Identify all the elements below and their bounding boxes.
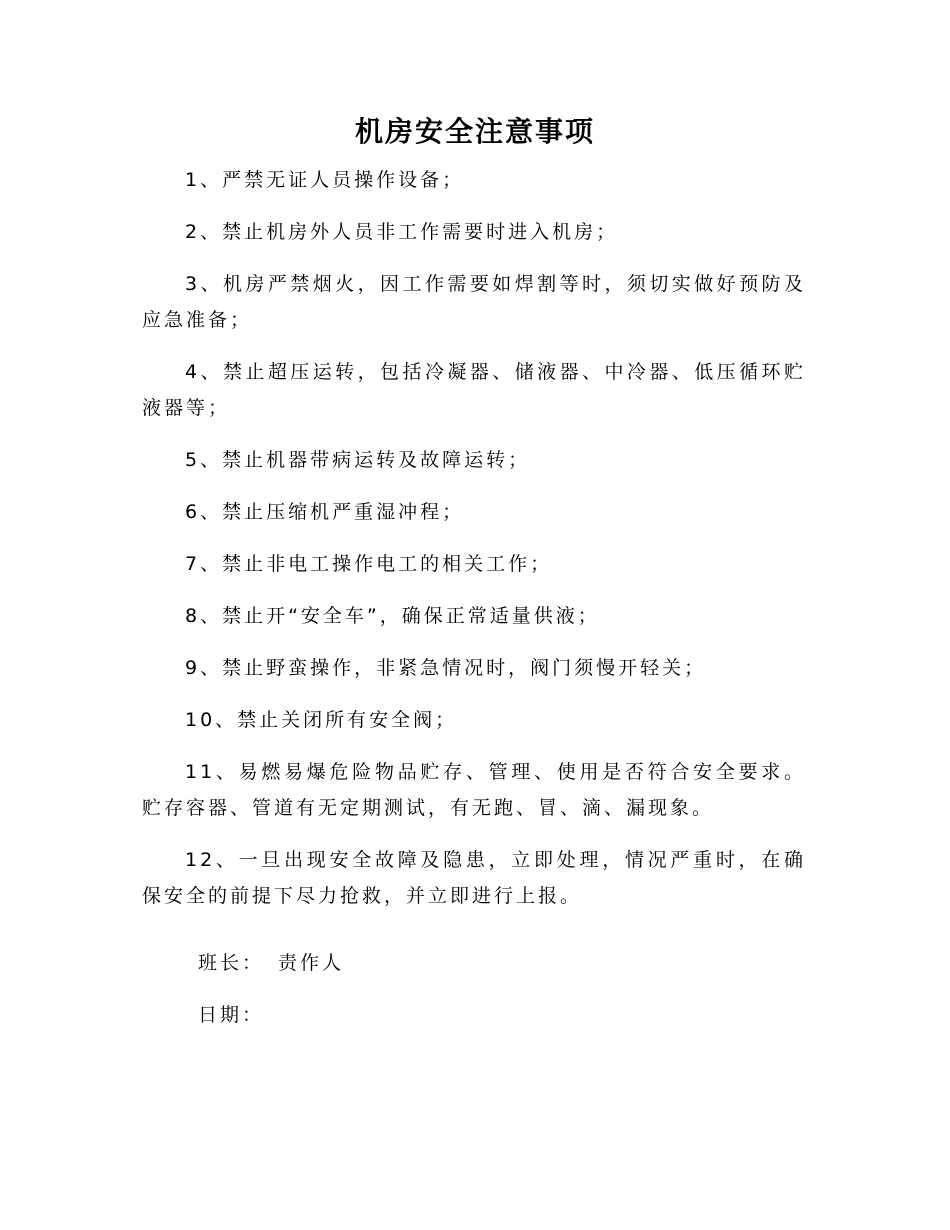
date-line [198,997,698,1033]
rule-item-1: 1、严禁无证人员操作设备； [185,169,465,191]
rule-item-9: 9、禁止野蛮操作，非紧急情况时，阀门须慢开轻关； [185,657,707,679]
rule-item-11: 11、易燃易爆危险物品贮存、管理、使用是否符合安全要求。贮存容器、管道有无定期测试，有无跑、冒、滴、漏现象。 [142,761,806,819]
rule-item-3: 3、机房严禁烟火，因工作需要如焊割等时，须切实做好预防及应急准备； [142,273,806,331]
rule-item-8: 8、禁止开“安全车”，确保正常适量供液； [185,605,600,627]
monitor-label: 班长： [198,952,265,974]
signature-line [198,945,698,981]
rule-item-5: 5、禁止机器带病运转及故障运转； [185,449,531,471]
rule-item-12: 12、一旦出现安全故障及隐患，立即处理，情况严重时，在确保安全的前提下尽力抢救，并立即进行上报。 [142,849,806,907]
responsible-label: 责作人 [278,952,345,974]
rule-item-2: 2、禁止机房外人员非工作需要时进入机房； [185,221,619,243]
rule-item-6: 6、禁止压缩机严重湿冲程； [185,501,465,523]
date-label: 日期： [198,1004,265,1026]
rule-item-4: 4、禁止超压运转，包括冷凝器、储液器、中冷器、低压循环贮液器等； [142,361,806,419]
rule-item-10: 10、禁止关闭所有安全阀； [185,709,458,731]
page-title: 机房安全注意事项 [354,115,595,148]
rule-item-7: 7、禁止非电工操作电工的相关工作； [185,553,553,575]
rules-list [142,162,806,930]
